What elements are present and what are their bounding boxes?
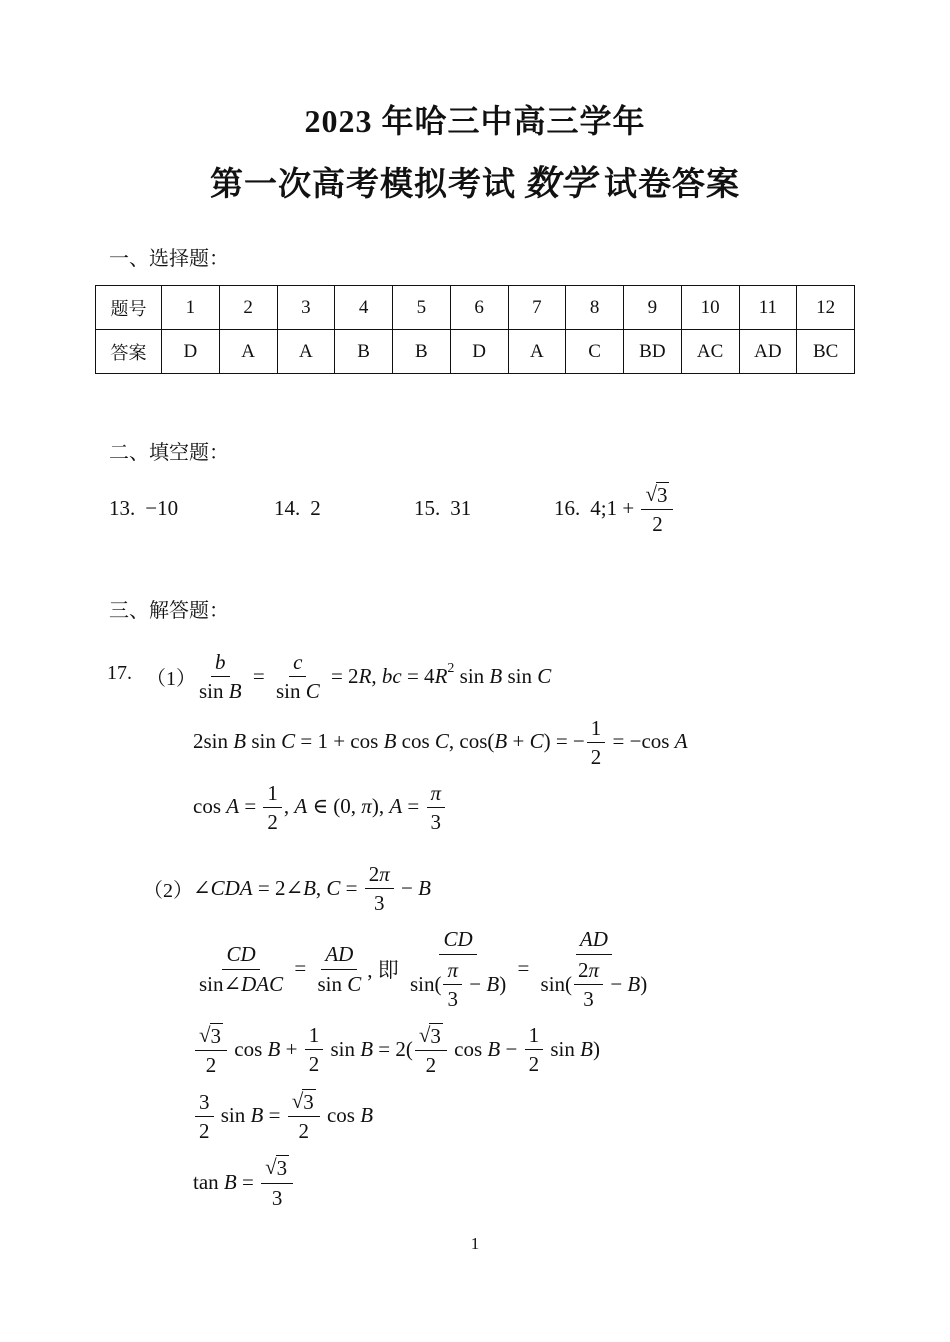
math-text: − xyxy=(464,971,487,996)
math-text: = xyxy=(512,956,535,981)
math-text: sin xyxy=(454,663,490,688)
math-variable: B xyxy=(360,1036,374,1061)
question-number-cell: 4 xyxy=(335,286,393,330)
math-text: 3 xyxy=(447,986,458,1011)
math-variable: π xyxy=(588,957,600,982)
section-heading-blanks: 二、填空题： xyxy=(109,442,229,464)
question-number-cell: 10 xyxy=(681,286,739,330)
question-number-cell: 11 xyxy=(739,286,797,330)
math-variable: C xyxy=(434,729,449,754)
math-variable: R xyxy=(434,663,448,688)
fraction-numerator xyxy=(576,926,612,954)
fraction xyxy=(195,941,287,995)
math-variable: CD xyxy=(443,927,473,952)
answer-cell: BD xyxy=(624,330,682,374)
math-variable: DAC xyxy=(241,971,284,996)
fraction xyxy=(443,957,462,1011)
fraction-numerator xyxy=(195,1022,227,1051)
fraction-numerator xyxy=(195,1089,214,1117)
math-text: 2 xyxy=(267,809,278,834)
math-text: ) xyxy=(640,971,648,996)
fraction-denominator xyxy=(195,1117,214,1143)
math-variable: R xyxy=(358,663,372,688)
title-exam-name: 第一次高考模拟考试 xyxy=(209,167,516,203)
question-number-cell: 9 xyxy=(624,286,682,330)
math-variable: π xyxy=(361,794,372,819)
table-header-question-number: 题号 xyxy=(96,286,162,330)
fraction-denominator xyxy=(444,985,463,1011)
fraction-numerator xyxy=(439,926,476,954)
square-root xyxy=(199,1023,223,1048)
math-text: 2 xyxy=(652,512,663,537)
blank-value xyxy=(590,481,675,536)
fraction-denominator xyxy=(525,1050,544,1076)
blank-label: 14. xyxy=(274,496,301,521)
blank-value xyxy=(450,496,471,521)
math-text: sin xyxy=(275,679,306,704)
question-17-number: 17. xyxy=(107,662,132,685)
answer-cell: AC xyxy=(681,330,739,374)
math-text: = xyxy=(402,794,425,819)
math-text: 2 xyxy=(368,862,380,887)
math-variable: A xyxy=(294,794,308,819)
document-title-line2 xyxy=(95,156,855,206)
table-row-answers xyxy=(96,330,855,374)
fraction xyxy=(574,957,603,1011)
math-variable: C xyxy=(537,663,552,688)
math-text: 2 xyxy=(205,1052,217,1077)
fraction-denominator xyxy=(263,808,282,834)
math-text: = xyxy=(263,1103,286,1128)
part1-head xyxy=(107,649,196,691)
math-text: 3 xyxy=(430,809,442,834)
math-text: sin xyxy=(199,679,229,704)
fraction xyxy=(195,1022,227,1077)
math-text: = 2 xyxy=(325,663,359,688)
math-text: , 即 xyxy=(367,957,404,982)
math-text: sin xyxy=(317,971,348,996)
radical-icon: √ xyxy=(291,1089,304,1114)
fraction-numerator xyxy=(288,1088,320,1117)
fraction-denominator xyxy=(370,889,389,915)
math-text: 3 xyxy=(271,1185,283,1210)
part2-label: （2） xyxy=(143,880,193,903)
math-text: = 2( xyxy=(373,1036,413,1061)
math-text: 3 xyxy=(583,986,594,1011)
answer-cell: B xyxy=(393,330,451,374)
question-number-cell: 6 xyxy=(450,286,508,330)
math-text: 3 xyxy=(199,1089,210,1114)
blank-answer-15 xyxy=(414,496,554,521)
fraction-denominator xyxy=(272,677,324,703)
math-variable: c xyxy=(293,650,303,675)
question-number-cell: 7 xyxy=(508,286,566,330)
fraction xyxy=(537,926,652,1010)
math-text: + xyxy=(280,1036,303,1061)
math-text: cos xyxy=(448,1036,488,1061)
math-variable: B xyxy=(233,729,247,754)
answer-cell: D xyxy=(450,330,508,374)
radicand: 3 xyxy=(430,1023,441,1048)
math-text: = 4 xyxy=(401,663,435,688)
math-line xyxy=(193,926,855,1010)
fraction xyxy=(261,1154,293,1209)
math-variable: B xyxy=(223,1169,237,1194)
math-variable: C xyxy=(305,679,320,704)
radicand: 3 xyxy=(276,1156,288,1181)
fraction-numerator xyxy=(261,1154,293,1183)
fraction-numerator xyxy=(365,861,394,889)
math-text: cos xyxy=(193,794,227,819)
square-root xyxy=(292,1089,316,1114)
math-variable: AD xyxy=(579,927,608,952)
math-variable: AD xyxy=(325,942,354,967)
math-text: − xyxy=(395,875,419,900)
fill-in-blank-answers xyxy=(109,481,855,536)
fraction xyxy=(525,1022,544,1076)
question-number-cell: 8 xyxy=(566,286,624,330)
blank-value xyxy=(310,496,321,521)
fraction-denominator xyxy=(427,808,446,834)
blank-label: 15. xyxy=(414,496,441,521)
math-variable: B xyxy=(418,875,431,900)
math-line xyxy=(193,1154,855,1209)
solution-part-2 xyxy=(107,861,855,1221)
math-line xyxy=(193,861,855,915)
math-variable: B xyxy=(487,1036,501,1061)
math-variable: B xyxy=(303,875,316,900)
part2-math-lines xyxy=(193,861,855,1221)
part2-head xyxy=(143,861,193,903)
math-text: tan xyxy=(193,1169,224,1194)
math-text: 2sin xyxy=(193,729,234,754)
math-variable: A xyxy=(389,794,403,819)
answer-cell: B xyxy=(335,330,393,374)
fraction-numerator xyxy=(641,481,673,510)
answer-cell: AD xyxy=(739,330,797,374)
superscript: 2 xyxy=(447,661,455,677)
math-text: = xyxy=(239,794,262,819)
fraction xyxy=(195,649,246,703)
fraction-numerator xyxy=(263,780,282,808)
fraction-numerator xyxy=(415,1022,447,1051)
radical-icon: √ xyxy=(199,1022,211,1047)
fraction xyxy=(263,780,282,834)
math-text: = xyxy=(236,1169,260,1194)
blank-label: 16. xyxy=(554,496,581,521)
blank-answer-13 xyxy=(109,496,274,521)
math-variable: CDA xyxy=(210,875,253,900)
fraction-denominator xyxy=(537,955,652,1011)
answer-cell: D xyxy=(162,330,220,374)
blank-answer-14 xyxy=(274,496,414,521)
math-variable: B xyxy=(228,679,242,704)
math-text: 2 xyxy=(308,1052,320,1077)
math-text: sin∠ xyxy=(199,971,242,996)
question-number-cell: 5 xyxy=(393,286,451,330)
fraction-denominator xyxy=(406,955,510,1011)
math-variable: B xyxy=(580,1036,593,1061)
math-text: = 2∠ xyxy=(252,875,304,900)
math-line xyxy=(193,780,855,834)
math-variable: A xyxy=(674,729,688,754)
math-line xyxy=(193,649,855,703)
math-text: = −cos xyxy=(607,729,675,754)
math-text: = xyxy=(340,875,363,900)
math-variable: C xyxy=(347,971,362,996)
math-text: 1 xyxy=(528,1023,540,1048)
fraction xyxy=(415,1022,447,1077)
answer-cell: A xyxy=(219,330,277,374)
title-subject: 数学 xyxy=(523,164,596,203)
math-variable: π xyxy=(447,957,459,982)
radical-icon: √ xyxy=(645,482,657,506)
math-variable: B xyxy=(383,729,397,754)
fraction-numerator xyxy=(222,941,259,969)
square-root xyxy=(419,1023,443,1048)
math-text: = xyxy=(289,956,312,981)
fraction-denominator xyxy=(195,677,246,703)
math-text: sin xyxy=(246,729,282,754)
math-text: , xyxy=(283,794,295,819)
math-text: cos xyxy=(229,1036,268,1061)
radical-icon: √ xyxy=(265,1155,277,1180)
blank-value xyxy=(145,496,178,521)
fraction xyxy=(641,481,673,536)
math-text: sin xyxy=(502,663,538,688)
question-number-cell: 1 xyxy=(162,286,220,330)
choice-answer-table xyxy=(95,285,855,374)
math-text: 1 xyxy=(267,780,278,805)
math-text: + xyxy=(507,729,530,754)
question-17-solution xyxy=(107,649,855,1220)
blank-answer-16 xyxy=(554,481,675,536)
answer-cell: A xyxy=(508,330,566,374)
math-variable: CD xyxy=(226,942,256,967)
square-root xyxy=(265,1155,289,1180)
radicand: 3 xyxy=(210,1023,222,1048)
math-text: sin xyxy=(545,1036,581,1061)
math-variable: b xyxy=(215,650,226,675)
section-heading-solutions: 三、解答题： xyxy=(109,600,229,623)
math-variable: B xyxy=(250,1103,264,1128)
math-variable: B xyxy=(494,729,508,754)
solution-part-1 xyxy=(107,649,855,845)
fraction-numerator xyxy=(211,649,230,677)
fraction-denominator xyxy=(202,1051,221,1077)
math-text: 2 xyxy=(528,1052,540,1077)
math-variable: C xyxy=(281,729,296,754)
math-text: ) xyxy=(592,1036,600,1061)
math-variable: π xyxy=(379,862,390,887)
math-variable: B xyxy=(267,1036,281,1061)
math-text: 2 xyxy=(425,1052,437,1077)
math-text: 31 xyxy=(450,496,472,521)
fraction-numerator xyxy=(525,1022,544,1050)
math-text: sin xyxy=(215,1103,251,1128)
math-text: cos xyxy=(321,1103,361,1128)
math-text: 2 xyxy=(199,1118,210,1143)
section-heading-choice: 一、选择题： xyxy=(109,248,229,270)
math-line xyxy=(193,1088,855,1143)
fraction-denominator xyxy=(587,743,606,769)
math-variable: C xyxy=(326,875,341,900)
radicand: 3 xyxy=(303,1090,314,1115)
fraction-denominator xyxy=(305,1050,324,1076)
math-text: , cos( xyxy=(448,729,495,754)
math-variable: B xyxy=(627,971,641,996)
fraction xyxy=(427,780,446,834)
math-variable: B xyxy=(486,971,500,996)
math-text: 2 xyxy=(310,496,321,521)
math-variable: A xyxy=(226,794,240,819)
math-variable: B xyxy=(360,1103,374,1128)
math-text: , xyxy=(315,875,327,900)
fraction-denominator xyxy=(268,1184,287,1210)
fraction-denominator xyxy=(422,1051,441,1077)
fraction-numerator xyxy=(321,941,357,969)
math-text: 1 xyxy=(308,1023,320,1048)
answer-cell: BC xyxy=(797,330,855,374)
fraction xyxy=(313,941,365,995)
math-text: 3 xyxy=(374,891,385,916)
math-text: sin( xyxy=(409,971,442,996)
fraction-denominator xyxy=(313,970,365,996)
fraction-denominator xyxy=(648,510,667,536)
math-text: 4;1 + xyxy=(590,496,640,521)
math-text: 2 xyxy=(590,744,602,769)
table-header-answer: 答案 xyxy=(96,330,162,374)
math-text: ∈ (0, xyxy=(307,794,362,819)
math-variable: π xyxy=(430,780,442,805)
fraction xyxy=(272,649,324,703)
fraction-numerator xyxy=(443,957,462,985)
question-number-cell: 12 xyxy=(797,286,855,330)
math-line xyxy=(193,1022,855,1077)
fraction-denominator xyxy=(195,970,287,996)
question-number-cell: 2 xyxy=(219,286,277,330)
radical-icon: √ xyxy=(418,1022,431,1047)
math-text: 1 xyxy=(590,715,602,740)
math-text: = 1 + cos xyxy=(295,729,384,754)
math-text: − xyxy=(605,971,628,996)
answer-cell: A xyxy=(277,330,335,374)
math-variable: C xyxy=(529,729,544,754)
fraction-numerator xyxy=(574,957,603,985)
fraction-numerator xyxy=(289,649,306,677)
math-text: sin( xyxy=(540,971,573,996)
math-text: , xyxy=(371,663,382,688)
fraction xyxy=(288,1088,320,1143)
question-number-cell: 3 xyxy=(277,286,335,330)
fraction-numerator xyxy=(587,715,606,743)
math-text: −10 xyxy=(145,496,179,521)
math-variable: B xyxy=(489,663,503,688)
fraction-numerator xyxy=(305,1022,324,1050)
table-row-question-numbers xyxy=(96,286,855,330)
part1-label: （1） xyxy=(146,668,196,691)
answer-cell: C xyxy=(566,330,624,374)
math-text: 2 xyxy=(298,1119,309,1144)
math-text: sin xyxy=(325,1036,361,1061)
math-variable: bc xyxy=(381,663,402,688)
math-line xyxy=(193,715,855,769)
math-text: − xyxy=(500,1036,523,1061)
blank-label: 13. xyxy=(109,496,136,521)
math-text: ) = − xyxy=(543,729,585,754)
square-root xyxy=(645,482,669,507)
fraction xyxy=(587,715,606,769)
part1-math-lines xyxy=(193,649,855,845)
fraction xyxy=(305,1022,324,1076)
page-number: 1 xyxy=(470,1234,480,1253)
math-text: = xyxy=(247,663,270,688)
math-text: ), xyxy=(371,794,390,819)
fraction-numerator xyxy=(427,780,446,808)
fraction-denominator xyxy=(579,985,598,1011)
fraction xyxy=(365,861,394,915)
fraction-denominator xyxy=(294,1117,313,1143)
title-answer-label: 试卷答案 xyxy=(604,167,740,203)
math-text: cos xyxy=(396,729,435,754)
math-text: 2 xyxy=(578,957,589,982)
math-text: ) xyxy=(499,971,507,996)
radicand: 3 xyxy=(656,483,668,507)
fraction xyxy=(195,1089,214,1143)
document-title-line1: 2023 年哈三中高三学年 xyxy=(304,103,646,139)
fraction xyxy=(406,926,510,1010)
math-text: ∠ xyxy=(193,875,211,900)
